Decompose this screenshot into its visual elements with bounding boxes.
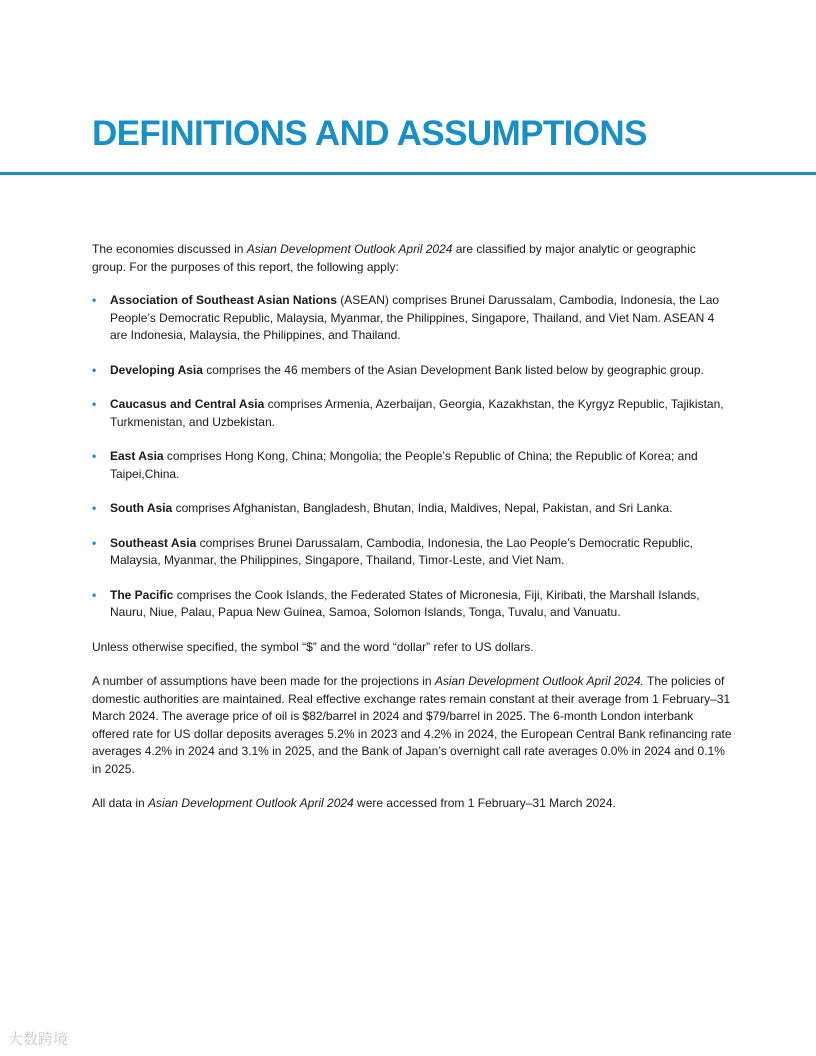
bullet: •: [92, 293, 97, 307]
definitions-list: [92, 292, 732, 622]
data-note-text: All data in: [92, 796, 149, 810]
publication-title: Asian Development Outlook April 2024: [246, 242, 453, 256]
data-note-text-end: were accessed from 1 February–31 March 2024.: [353, 796, 616, 810]
definition-term: Southeast Asia: [110, 535, 197, 550]
definition-item: [92, 292, 732, 345]
assumptions-text-end: The policies of domestic authorities are maintained. Real effective exchange rates remain constant at their average from 1 February–31 March 2024. The average price of oil is $82/barrel in 2024 and $79/barrel in 2025. The 6-month London interbank offered rate for US dollar deposits averages 5.2% in 2023 and 4.2% in 2024, the European Central Bank refinancing rate averages 4.2% in 2024 and 3.1% in 2025, and the Bank of Japan’s overnight call rate averages 0.0% in 2024 and 0.1% in 2025.: [92, 674, 732, 776]
definition-term: Caucasus and Central Asia: [110, 397, 265, 411]
bullet: •: [92, 501, 97, 515]
definition-term: East Asia: [110, 449, 164, 463]
title-rule: [0, 172, 816, 175]
watermark: 大数跨境: [8, 1030, 69, 1048]
definition-text: comprises Brunei Darussalam, Cambodia, Indonesia, the Lao People’s Democratic Republic, Malaysia, Myanmar, the Philippines, Singapore, Thailand, Timor-Leste, and Viet Nam.: [110, 535, 693, 567]
definition-term: The Pacific: [110, 587, 174, 602]
definition-term: Association of Southeast Asian Nations: [110, 293, 337, 307]
definition-text: comprises Armenia, Azerbaijan, Georgia, Kazakhstan, the Kyrgyz Republic, Tajikistan, Turkmenistan, and Uzbekistan.: [110, 397, 724, 429]
definition-text: comprises Afghanistan, Bangladesh, Bhutan, India, Maldives, Nepal, Pakistan, and Sri Lanka.: [172, 501, 673, 515]
assumptions-paragraph: [92, 673, 732, 778]
data-note: [92, 795, 732, 813]
document-body: [92, 241, 732, 830]
definition-text: comprises the Cook Islands, the Federated States of Micronesia, Fiji, Kiribati, the Marshall Islands, Nauru, Niue, Palau, Papua New Guinea, Samoa, Solomon Islands, Tonga, Tuvalu, and Vanuatu.: [110, 587, 700, 619]
publication-title: Asian Development Outlook April 2024.: [434, 674, 644, 688]
definition-item: [92, 448, 732, 483]
bullet: •: [92, 449, 97, 463]
definition-text: comprises the 46 members of the Asian Development Bank listed below by geographic group.: [202, 362, 704, 377]
definition-item: [92, 362, 732, 380]
definition-item: [92, 587, 732, 622]
bullet: •: [92, 535, 97, 550]
assumptions-text: A number of assumptions have been made for the projections in: [92, 674, 435, 688]
intro-text: The economies discussed in: [92, 242, 247, 256]
definition-term: Developing Asia: [110, 362, 203, 377]
bullet: •: [92, 362, 97, 377]
definition-item: [92, 396, 732, 431]
definition-item: [92, 535, 732, 570]
publication-title: Asian Development Outlook April 2024: [148, 796, 354, 810]
definition-text: comprises Hong Kong, China; Mongolia; the People’s Republic of China; the Republic of Korea; and Taipei,China.: [110, 449, 698, 481]
intro-paragraph: [92, 241, 732, 276]
definition-term: South Asia: [110, 501, 173, 515]
page-title: DEFINITIONS AND ASSUMPTIONS: [92, 114, 647, 153]
intro-text-end: are classified by major analytic or geographic group. For the purposes of this report, the following apply:: [92, 242, 696, 274]
currency-note: Unless otherwise specified, the symbol “$” and the word “dollar” refer to US dollars.: [92, 639, 534, 654]
bullet: •: [92, 397, 97, 411]
definition-text: (ASEAN) comprises Brunei Darussalam, Cambodia, Indonesia, the Lao People’s Democratic Republic, Malaysia, Myanmar, the Philippines, Singapore, Thailand, and Viet Nam. ASEAN 4 are Indonesia, Malaysia, the Philippines, and Thailand.: [110, 293, 720, 342]
definition-item: [92, 500, 732, 518]
bullet: •: [92, 587, 97, 602]
